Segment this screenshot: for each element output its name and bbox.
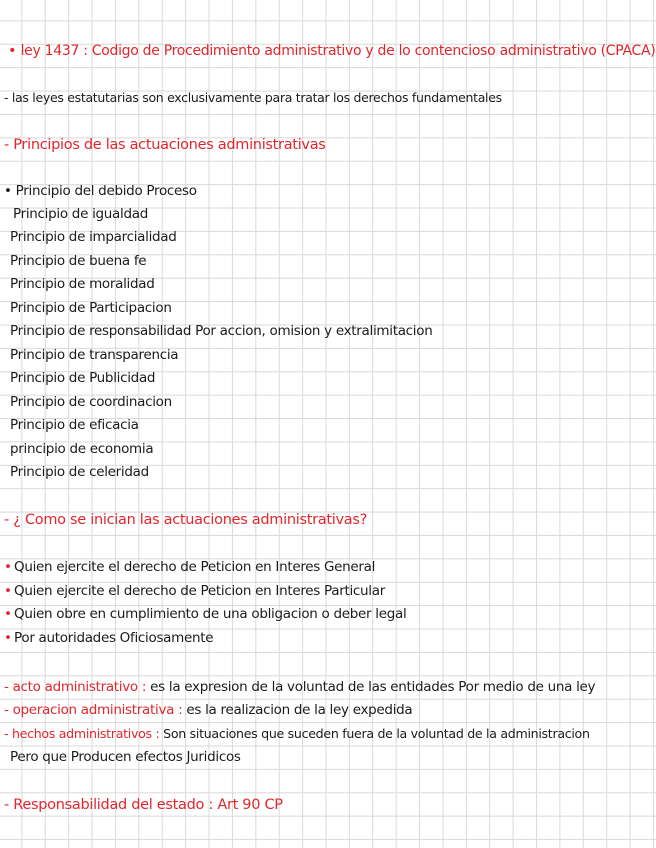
definition-desc: Son situaciones que suceden fuera de la voluntad de la administracion: [163, 726, 590, 741]
title-line: [8, 42, 655, 60]
inicio-item: [4, 605, 406, 623]
principio-item: Principio de moralidad: [10, 276, 155, 292]
principio-item: Principio de eficacia: [10, 417, 139, 433]
inicio-item-text: Quien ejercite el derecho de Peticion en Interes Particular: [14, 583, 385, 599]
bullet-dot: •: [4, 630, 12, 646]
inicio-item: [4, 582, 385, 600]
principio-item: Principio de transparencia: [10, 347, 179, 363]
principio-item: Principio de Publicidad: [10, 370, 156, 386]
principio-item: Principio de responsabilidad Por accion, omision y extralimitacion: [10, 323, 433, 339]
bullet-dot: •: [4, 583, 12, 599]
section-responsabilidad-heading: - Responsabilidad del estado : Art 90 CP: [4, 797, 283, 813]
principio-item: Principio de igualdad: [13, 206, 148, 222]
definition-term: - operacion administrativa :: [4, 702, 183, 718]
principio-item: Principio de Participacion: [10, 300, 172, 316]
principio-item: principio de economia: [10, 441, 154, 457]
principio-item: Principio de celeridad: [10, 464, 149, 480]
section-principios-heading: - Principios de las actuaciones administrativas: [4, 137, 326, 153]
section-inicio-heading: - ¿ Como se inician las actuaciones administrativas?: [4, 512, 367, 528]
definition-term: - hechos administrativos :: [4, 726, 160, 741]
inicio-item-text: Quien obre en cumplimiento de una obligacion o deber legal: [14, 606, 407, 622]
definition-desc: es la expresion de la voluntad de las entidades Por medio de una ley: [150, 679, 596, 695]
definition-term: - acto administrativo :: [4, 679, 147, 695]
principio-item: Principio de coordinacion: [10, 394, 172, 410]
definition-desc: es la realizacion de la ley expedida: [186, 702, 413, 718]
bullet-dot: •: [4, 606, 12, 622]
title-text: ley 1437 : Codigo de Procedimiento administrativo y de lo contencioso administrativo (CPACA): [20, 43, 656, 59]
definition-continuation: Pero que Producen efectos Juridicos: [10, 749, 241, 765]
title-bullet: •: [8, 43, 17, 59]
inicio-item-text: Por autoridades Oficiosamente: [14, 630, 214, 646]
inicio-item: [4, 558, 375, 576]
principio-item: Principio de buena fe: [10, 253, 147, 269]
inicio-item-text: Quien ejercite el derecho de Peticion en Interes General: [14, 559, 376, 575]
inicio-item: [4, 629, 213, 647]
bullet-dot: •: [4, 559, 12, 575]
note-line: - las leyes estatutarias son exclusivamente para tratar los derechos fundamentales: [4, 90, 502, 105]
principio-item: Principio de imparcialidad: [10, 229, 177, 245]
definition-operacion: [4, 701, 412, 719]
principio-item: • Principio del debido Proceso: [4, 183, 197, 199]
definition-acto: [4, 678, 595, 696]
definition-hechos: [4, 725, 590, 743]
